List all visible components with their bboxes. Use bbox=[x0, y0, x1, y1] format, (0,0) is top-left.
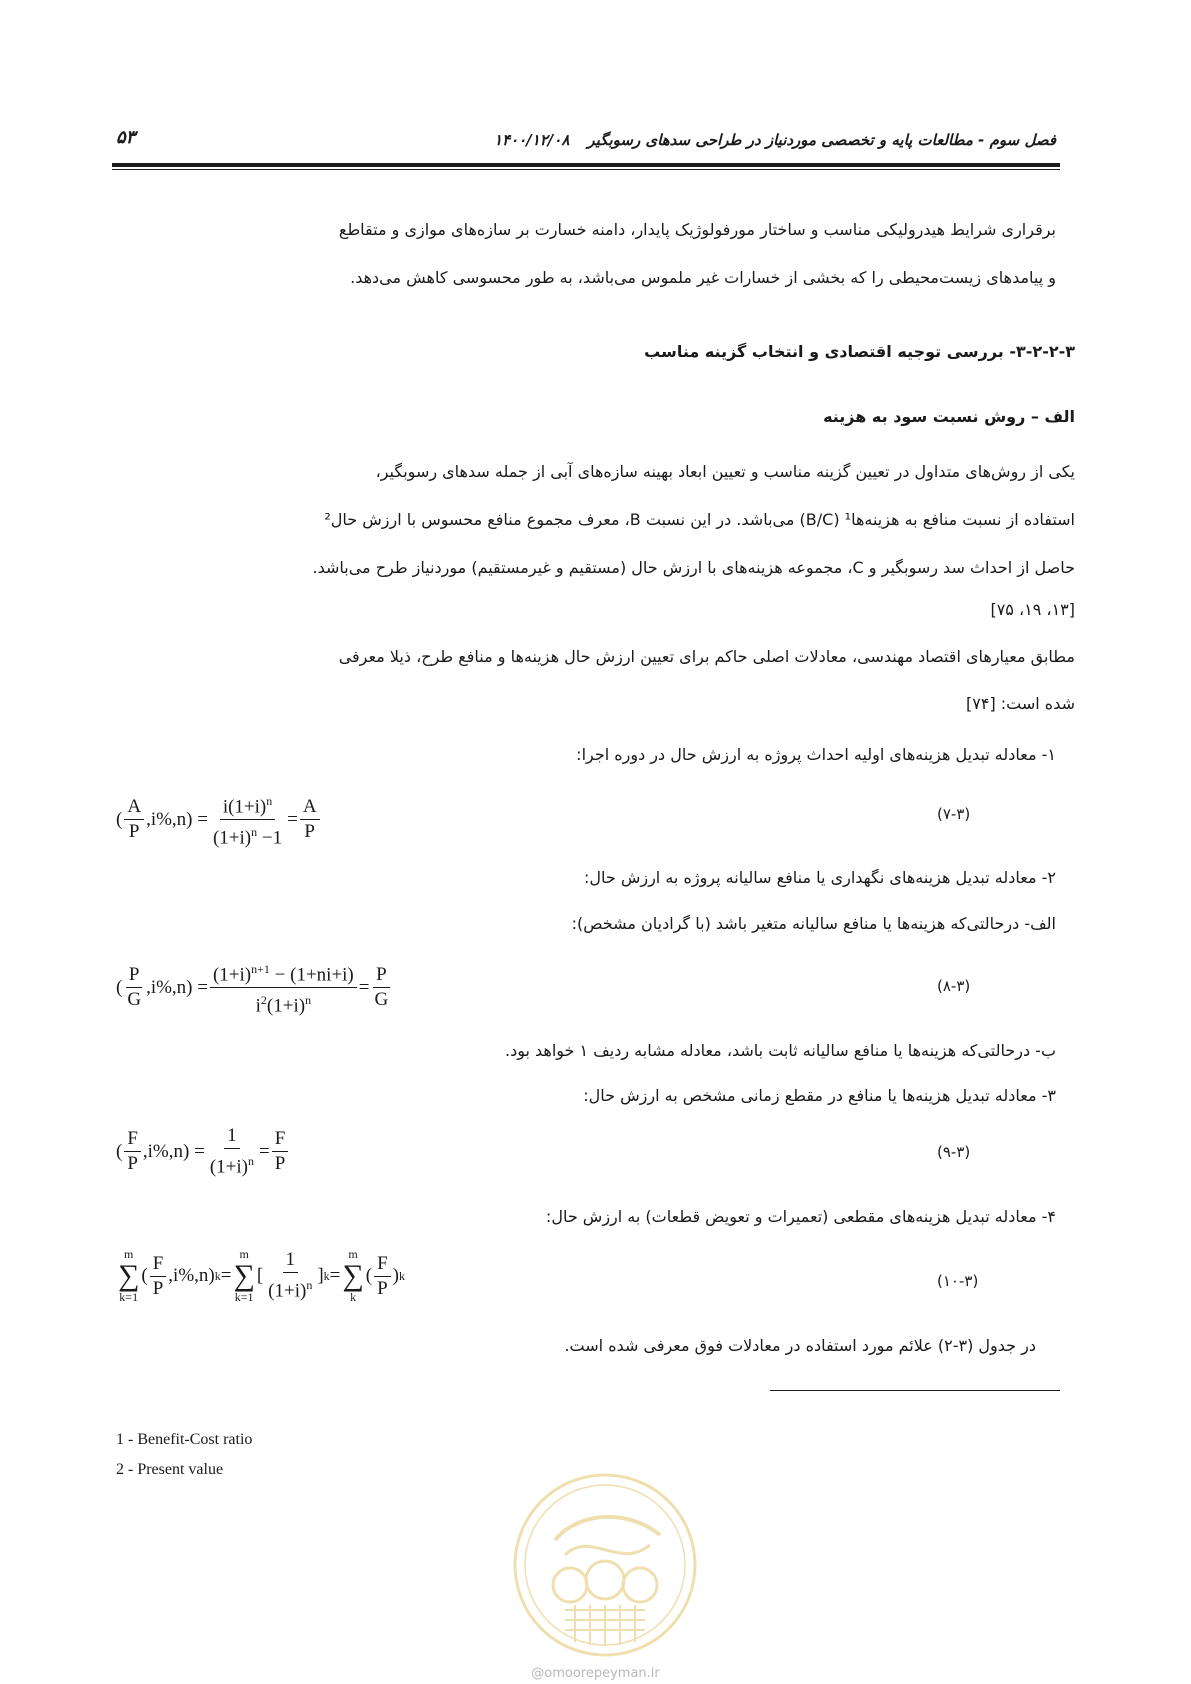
eq7-den-tail: −1 bbox=[257, 827, 283, 849]
eq10-sum1-top: m bbox=[124, 1247, 134, 1261]
eq7-rhs-num: A bbox=[300, 796, 320, 820]
subsection-heading: الف – روش نسبت سود به هزینه bbox=[823, 407, 1075, 426]
eq7-main-fraction bbox=[210, 790, 285, 850]
eq10-close3-paren: ) bbox=[392, 1265, 399, 1286]
eq7-args: ,i%,n) = bbox=[146, 808, 208, 830]
eq7-open-paren: ( bbox=[116, 808, 123, 830]
eq8-rhs-num: P bbox=[373, 964, 390, 988]
header-rule-thick bbox=[112, 163, 1060, 167]
eq10-equals-1: = bbox=[220, 1265, 232, 1286]
eq10-lhs-num: F bbox=[150, 1253, 167, 1277]
header-date: ۱۴۰۰/۱۲/۰۸ bbox=[493, 131, 570, 149]
eq7-num-base: i(1+i) bbox=[222, 796, 267, 818]
equation-number-7-3: (۷-۳) bbox=[937, 805, 971, 823]
para2-line-1: مطابق معیارهای اقتصاد مهندسی، معادلات اصلی حاکم برای تعیین ارزش حال هزینه‌ها و منافع طرح، ذیلا معرفی bbox=[338, 647, 1075, 666]
eq9-lhs-den: P bbox=[127, 1153, 138, 1175]
eq10-args: ,i%,n) bbox=[168, 1265, 215, 1286]
eq10-sum-2 bbox=[233, 1248, 254, 1304]
item-2a: الف- درحالتی‌که هزینه‌ها یا منافع سالیانه متغیر باشد (با گرادیان مشخص): bbox=[571, 914, 1056, 933]
header-rule-thin bbox=[112, 169, 1060, 170]
item-4: ۴- معادله تبدیل هزینه‌های مقطعی (تعمیرات و تعویض قطعات) به ارزش حال: bbox=[545, 1207, 1056, 1226]
eq8-num-tail: − (1+ni+i) bbox=[269, 964, 354, 986]
para1-line-1: یکی از روش‌های متداول در تعیین گزینه مناسب و تعیین ابعاد بهینه سازه‌های آبی از جمله سدهای رسوبگیر، bbox=[375, 462, 1075, 481]
chapter-title: فصل سوم - مطالعات پایه و تخصصی موردنیاز در طراحی سدهای رسوبگیر bbox=[587, 131, 1056, 149]
closing-sentence: در جدول (۳-۲) علائم مورد استفاده در معادلات فوق معرفی شده است. bbox=[564, 1336, 1036, 1355]
equation-10-3 bbox=[116, 1248, 405, 1304]
eq7-lhs-fraction bbox=[124, 796, 144, 843]
eq10-rhs-num: F bbox=[374, 1253, 391, 1277]
item-2b: ب- درحالتی‌که هزینه‌ها یا منافع سالیانه ثابت باشد، معادله مشابه ردیف ۱ خواهد بود. bbox=[504, 1041, 1056, 1060]
eq10-open-paren: ( bbox=[141, 1265, 148, 1286]
eq8-den-tail: (1+i) bbox=[266, 995, 306, 1017]
eq10-sum3-bottom: k bbox=[350, 1290, 357, 1304]
eq8-num-exp: n+1 bbox=[251, 962, 270, 976]
eq8-open-paren: ( bbox=[116, 976, 123, 998]
eq10-lhs-den: P bbox=[152, 1277, 164, 1299]
eq8-den-base: i bbox=[255, 995, 261, 1017]
eq8-lhs-den: G bbox=[127, 989, 142, 1011]
eq9-den-exp: n bbox=[247, 1154, 254, 1168]
eq10-sum3-top: m bbox=[348, 1247, 358, 1261]
page-number: ۵۳ bbox=[116, 127, 136, 148]
eq10-main-fraction bbox=[265, 1249, 315, 1302]
eq10-den-base: (1+i) bbox=[268, 1280, 307, 1302]
eq10-sub-k: k bbox=[214, 1268, 221, 1283]
eq9-main-fraction bbox=[207, 1125, 257, 1178]
footnote-2: 2 - Present value bbox=[116, 1461, 224, 1478]
eq10-sigma-2: ∑ bbox=[233, 1259, 255, 1292]
eq10-equals-2: = bbox=[329, 1265, 341, 1286]
eq10-sum2-top: m bbox=[239, 1247, 249, 1261]
eq10-lhs-fraction bbox=[150, 1253, 167, 1300]
eq9-equals: = bbox=[258, 1140, 270, 1162]
eq8-rhs-den: G bbox=[374, 989, 389, 1011]
eq8-equals: = bbox=[358, 976, 370, 998]
watermark-site-text: @omoorepeyman.ir bbox=[531, 1666, 660, 1681]
eq10-bracket-close: ] bbox=[317, 1265, 324, 1286]
equation-number-8-3: (۸-۳) bbox=[937, 977, 971, 995]
eq7-denominator bbox=[210, 820, 285, 849]
eq10-sigma-3: ∑ bbox=[342, 1259, 364, 1292]
eq7-numerator bbox=[220, 790, 275, 820]
eq9-open-paren: ( bbox=[116, 1140, 123, 1162]
eq7-rhs-den: P bbox=[304, 821, 315, 843]
intro-line-1: برقراری شرایط هیدرولیکی مناسب و ساختار مورفولوژیک پایدار، دامنه خسارت بر سازه‌های موازی و متقاطع bbox=[338, 220, 1056, 239]
eq7-lhs-num: A bbox=[124, 796, 144, 820]
eq9-denominator bbox=[207, 1149, 257, 1178]
eq7-den-base: (1+i) bbox=[212, 827, 252, 849]
eq10-sum-1 bbox=[118, 1248, 139, 1304]
item-2: ۲- معادله تبدیل هزینه‌های نگهداری یا منافع سالیانه پروژه به ارزش حال: bbox=[583, 868, 1056, 887]
para1-line-3: حاصل از احداث سد رسوبگیر و C، مجموعه هزینه‌های با ارزش حال (مستقیم و غیرمستقیم) موردنیاز طرح می‌باشد. bbox=[312, 558, 1075, 577]
eq10-denominator bbox=[265, 1273, 315, 1302]
eq8-main-fraction bbox=[210, 958, 357, 1018]
eq9-rhs-den: P bbox=[274, 1153, 286, 1175]
eq8-lhs-num: P bbox=[126, 964, 143, 988]
para1-citation: [۱۳، ۱۹، ۷۵] bbox=[990, 600, 1075, 619]
equation-8-3 bbox=[116, 958, 393, 1018]
eq10-sum2-bottom: k=1 bbox=[234, 1290, 254, 1304]
eq8-rhs-fraction bbox=[371, 964, 391, 1011]
eq10-numerator: 1 bbox=[283, 1249, 299, 1273]
para2-line-2: شده است: [۷۴] bbox=[966, 694, 1075, 713]
para1-line-2: استفاده از نسبت منافع به هزینه‌ها¹ (B/C) می‌باشد. در این نسبت B، معرف مجموع منافع محسوس با ارزش حال² bbox=[324, 510, 1075, 529]
equation-number-9-3: (۹-۳) bbox=[937, 1143, 971, 1161]
eq9-args: ,i%,n) = bbox=[142, 1140, 205, 1162]
item-1: ۱- معادله تبدیل هزینه‌های اولیه احداث پروژه به ارزش حال در دوره اجرا: bbox=[576, 745, 1056, 764]
eq9-numerator: 1 bbox=[224, 1125, 240, 1149]
equation-9-3 bbox=[116, 1125, 290, 1178]
footnote-1: 1 - Benefit-Cost ratio bbox=[116, 1431, 253, 1448]
eq10-sum1-bottom: k=1 bbox=[119, 1290, 139, 1304]
eq10-sigma-1: ∑ bbox=[118, 1259, 140, 1292]
item-3: ۳- معادله تبدیل هزینه‌ها یا منافع در مقطع زمانی مشخص به ارزش حال: bbox=[583, 1086, 1056, 1105]
eq7-num-exp: n bbox=[266, 794, 273, 808]
eq9-rhs-fraction bbox=[272, 1128, 289, 1175]
eq10-bracket-open: [ bbox=[256, 1265, 264, 1286]
footnote-separator bbox=[770, 1390, 1060, 1391]
eq8-numerator bbox=[210, 958, 357, 988]
eq7-den-exp: n bbox=[251, 825, 258, 840]
eq10-sub3-k: k bbox=[399, 1268, 405, 1283]
running-header bbox=[494, 131, 1056, 149]
eq9-lhs-fraction bbox=[124, 1128, 141, 1175]
eq10-sub2-k: k bbox=[323, 1268, 330, 1283]
eq8-lhs-fraction bbox=[124, 964, 144, 1011]
eq10-rhs-den: P bbox=[377, 1277, 388, 1299]
equation-number-10-3: (۱۰-۳) bbox=[937, 1272, 979, 1290]
intro-line-2: و پیامدهای زیست‌محیطی را که بخشی از خسارات غیر ملموس می‌باشد، به طور محسوسی کاهش می‌دهد. bbox=[350, 268, 1056, 287]
equation-7-3 bbox=[116, 790, 322, 850]
eq9-rhs-num: F bbox=[272, 1128, 289, 1152]
section-heading: ۳-۲-۲-۳- بررسی توجیه اقتصادی و انتخاب گزینه مناسب bbox=[644, 342, 1075, 361]
eq8-den-tail-exp: n bbox=[305, 993, 312, 1008]
eq7-rhs-fraction bbox=[300, 796, 320, 843]
eq9-lhs-num: F bbox=[124, 1128, 141, 1152]
eq8-denominator bbox=[253, 988, 314, 1017]
eq10-rhs-fraction bbox=[374, 1253, 391, 1300]
eq8-den-exp: 2 bbox=[260, 993, 267, 1008]
eq8-num-base: (1+i) bbox=[212, 964, 252, 986]
eq10-open3-paren: ( bbox=[365, 1265, 373, 1286]
eq10-den-exp: n bbox=[306, 1278, 313, 1293]
eq10-sum-3 bbox=[342, 1248, 363, 1304]
eq8-args: ,i%,n) = bbox=[146, 976, 208, 998]
watermark-seal-logo bbox=[510, 1470, 700, 1660]
eq7-lhs-den: P bbox=[128, 821, 140, 843]
eq9-den-base: (1+i) bbox=[209, 1156, 248, 1178]
eq7-equals: = bbox=[287, 808, 298, 830]
